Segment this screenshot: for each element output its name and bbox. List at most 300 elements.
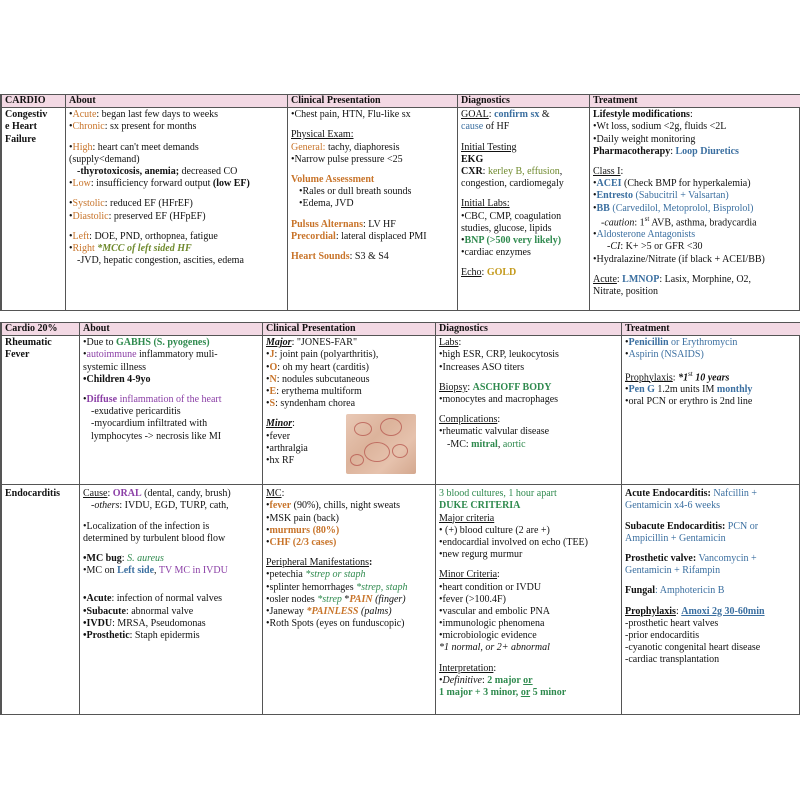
text-run: •	[266, 361, 270, 373]
text-run: •IVDU	[83, 617, 113, 629]
text-run: : oh my heart (carditis)	[277, 361, 369, 373]
text-run: -	[91, 500, 95, 512]
text-run: •Janeway	[266, 605, 307, 617]
text-run: -prosthetic heart valves	[625, 617, 719, 629]
endo-about-cell	[80, 485, 263, 715]
text-run: Gentamicin x4-6 weeks	[625, 500, 720, 512]
text-run: Major	[266, 337, 292, 349]
text-run: 1 major + 3 minor,	[439, 687, 521, 698]
text-run: •CBC, CMP, coagulation	[461, 210, 562, 222]
text-run: :	[616, 273, 623, 285]
text-run: Penicillin	[628, 337, 669, 349]
cell-line	[625, 654, 798, 666]
text-run: PAIN	[349, 593, 373, 605]
text-run: Initial Labs:	[461, 198, 510, 210]
text-run: Minor	[266, 418, 293, 430]
spacer	[593, 266, 798, 274]
text-run: General:	[291, 141, 326, 153]
text-run: Complications	[439, 414, 498, 426]
text-run: : began last few days to weeks	[96, 109, 219, 121]
spacer	[83, 513, 259, 521]
text-run: •	[69, 121, 73, 133]
text-run: •Increases ASO titers	[439, 361, 525, 373]
text-run: •	[593, 229, 597, 241]
endo-treatment-cell	[622, 485, 800, 715]
text-run: mitral	[471, 438, 498, 450]
endocarditis-label	[2, 485, 80, 715]
text-run: -CI	[607, 241, 621, 253]
text-run: PCN or	[725, 520, 759, 532]
text-run: MC	[266, 488, 282, 500]
spacer	[266, 549, 432, 557]
rf-major-criteria	[266, 337, 432, 410]
cell-line	[625, 553, 798, 565]
text-run: :	[620, 165, 624, 177]
cell-line	[439, 513, 618, 525]
cell-line	[291, 231, 454, 243]
cell-line	[439, 337, 618, 349]
text-run: monthly	[716, 384, 753, 396]
text-run: 5 minor	[530, 687, 567, 698]
cell-line	[291, 186, 454, 198]
cell-line	[291, 129, 454, 141]
text-run: •Localization of the infection is	[83, 520, 210, 532]
text-run: •	[83, 349, 87, 361]
text-run: •	[439, 674, 443, 686]
cell-line	[625, 370, 798, 385]
text-run: :	[497, 569, 500, 581]
text-run: •hx RF	[266, 454, 295, 466]
text-run: •arthralgia	[266, 442, 308, 454]
text-run: determined by turbulent blood flow	[83, 532, 226, 544]
text-run: •Roth Spots (eyes on funduscopic)	[266, 618, 405, 630]
cell-line	[83, 374, 259, 386]
text-run: Initial Testing	[461, 141, 517, 153]
cell-line	[461, 223, 586, 235]
cell-line	[461, 235, 586, 247]
cell-line	[266, 418, 346, 430]
chf-clinical-cell	[288, 108, 458, 311]
text-run: fever	[269, 500, 292, 512]
text-run: Prophylaxis	[625, 605, 676, 617]
text-run: ,	[559, 165, 563, 177]
header-treatment: Treatment	[622, 323, 800, 336]
text-run: :	[481, 267, 487, 279]
cell-line	[69, 142, 284, 154]
cell-line	[625, 396, 798, 408]
text-run: •Rales or dull breath sounds	[299, 186, 412, 198]
rheumatic-fever-label	[2, 336, 80, 485]
text-run: :	[689, 109, 693, 121]
text-run: others	[94, 500, 120, 512]
cell-line	[266, 606, 432, 618]
text-run: Left side	[117, 565, 155, 577]
text-run: (low EF)	[212, 178, 250, 190]
cell-line	[266, 557, 432, 569]
cell-line	[625, 349, 798, 361]
text-run: :	[107, 488, 113, 500]
text-run: •	[69, 198, 73, 210]
cell-line	[83, 553, 259, 565]
text-run: *	[341, 593, 350, 605]
spacer	[461, 134, 586, 142]
text-run: •cardiac enzymes	[461, 247, 531, 259]
text-run: : insufficiency forward output	[90, 178, 213, 190]
cell-line	[291, 198, 454, 210]
text-run: (Check BMP for hyperkalemia)	[621, 178, 751, 190]
text-run: (90%), chills, night sweats	[291, 500, 401, 512]
cell-line	[439, 362, 618, 374]
text-run: •MSK pain (back)	[266, 512, 339, 524]
text-run: : Amphotericin B	[655, 585, 725, 597]
text-run: -cyanotic congenital heart disease	[625, 642, 761, 654]
header-cardio: CARDIO	[2, 95, 66, 108]
cell-line	[69, 243, 284, 255]
text-run: DUKE CRITERIA	[439, 500, 521, 512]
text-run: Cause	[83, 488, 108, 500]
chf-row	[2, 108, 800, 311]
spacer	[291, 121, 454, 129]
cell-line	[625, 618, 798, 630]
cell-line	[625, 488, 798, 500]
text-run: *MCC of left sided HF	[94, 242, 192, 254]
chf-about-cell	[66, 108, 288, 311]
text-run: •high ESR, CRP, leukocytosis	[439, 349, 559, 361]
cell-line	[461, 211, 586, 223]
cell-line	[266, 431, 346, 443]
text-run: : K+ >5 or GFR <30	[620, 241, 703, 253]
text-run: CXR	[461, 165, 483, 177]
cell-line	[266, 500, 432, 512]
cell-line	[83, 630, 259, 642]
text-run: •	[83, 393, 87, 405]
cell-line	[266, 398, 432, 410]
text-run: S. aureus	[127, 552, 164, 564]
text-run: N	[269, 373, 277, 385]
text-run: : joint pain (polyarthritis),	[274, 349, 379, 361]
text-run: :	[369, 557, 373, 569]
spacer	[439, 406, 618, 414]
text-run: -cardiac transplantation	[625, 654, 720, 666]
cell-line	[625, 565, 798, 577]
text-run: *strep or staph	[305, 569, 366, 581]
cell-line	[593, 178, 798, 190]
cell-line	[593, 229, 798, 241]
cell-line	[439, 488, 618, 500]
cell-line	[439, 606, 618, 618]
text-run: :	[481, 674, 488, 686]
text-run: :	[292, 418, 295, 430]
cell-line	[593, 286, 798, 298]
rf-treatment-cell	[622, 336, 800, 485]
text-run: : LV HF	[362, 218, 396, 230]
spacer	[83, 545, 259, 553]
text-run: Systolic	[72, 198, 105, 210]
cell-line	[439, 525, 618, 537]
text-run: LMNOP	[622, 273, 660, 285]
cell-line	[69, 198, 284, 210]
cell-line	[625, 384, 798, 396]
row-label-line: Failure	[5, 133, 36, 145]
text-run: •	[69, 230, 73, 242]
cell-line	[439, 382, 618, 394]
text-run: Chronic	[72, 121, 105, 133]
text-run: BNP (>500 very likely)	[464, 234, 562, 246]
text-run: :	[488, 109, 495, 121]
text-run: Class I	[593, 165, 621, 177]
text-run: •microbiologic evidence	[439, 630, 537, 642]
text-run: Heart Sounds	[291, 250, 350, 262]
rf-minor-criteria	[266, 412, 346, 467]
text-run: •Chest pain, HTN, Flu-like sx	[291, 109, 411, 121]
text-run: Low	[72, 178, 91, 190]
cell-line	[593, 215, 798, 230]
text-run: Left	[72, 230, 90, 242]
header-about: About	[80, 323, 263, 336]
rheumatic-fever-row	[2, 336, 800, 485]
text-run: •Hydralazine/Nitrate (if black + ACEI/BB)	[593, 253, 765, 265]
text-run: confirm sx	[494, 109, 540, 121]
cell-line	[593, 121, 798, 133]
text-run: (palms)	[358, 605, 392, 617]
cell-line	[625, 521, 798, 533]
spacer	[83, 585, 259, 593]
text-run: Subacute Endocarditis:	[625, 520, 726, 532]
cell-line	[266, 455, 346, 467]
cell-line	[439, 349, 618, 361]
spacer	[291, 211, 454, 219]
cell-line	[266, 594, 432, 606]
rf-about-cell	[80, 336, 263, 485]
cell-line	[266, 362, 432, 374]
text-run: Biopsy	[439, 381, 468, 393]
text-run: •	[69, 242, 73, 254]
text-run: inflammatory muli-	[136, 349, 218, 361]
cell-line	[461, 198, 586, 210]
chf-treatment-cell	[590, 108, 800, 311]
cell-line	[266, 488, 432, 500]
text-run: Prophylaxis	[625, 371, 673, 383]
cell-line	[439, 687, 618, 699]
text-run: Fungal	[625, 585, 656, 597]
text-run: :	[121, 552, 128, 564]
spacer	[439, 561, 618, 569]
text-run: •Children 4-9yo	[83, 373, 151, 385]
text-run: -prior endocarditis	[625, 629, 700, 641]
cell-line	[461, 121, 586, 133]
cell-line	[69, 121, 284, 133]
text-run: •Wt loss, sodium <2g, fluids <2L	[593, 121, 727, 133]
cell-line	[625, 606, 798, 618]
endocarditis-row	[2, 485, 800, 715]
text-run: *strep, staph	[356, 581, 408, 593]
cell-line	[439, 426, 618, 438]
text-run: •oral PCN or erythro is 2nd line	[625, 396, 753, 408]
cell-line	[439, 675, 618, 687]
spacer	[461, 259, 586, 267]
cell-line	[266, 374, 432, 386]
text-run: ORAL	[112, 488, 142, 500]
text-run: •new regurg murmur	[439, 549, 523, 561]
text-run: (Sabucitril + Valsartan)	[633, 190, 729, 202]
text-run: Pen G	[628, 384, 655, 396]
text-run: (Carvedilol, Metoprolol, Bisprolol)	[609, 202, 754, 214]
spacer	[69, 190, 284, 198]
cell-line	[625, 533, 798, 545]
text-run: (dental, candy, brush)	[141, 488, 231, 500]
text-run: :	[493, 662, 497, 674]
cell-line	[69, 231, 284, 243]
chf-table	[0, 94, 800, 311]
cell-line	[69, 166, 284, 178]
cell-line	[266, 582, 432, 594]
cell-line	[439, 582, 618, 594]
header-diagnostics: Diagnostics	[458, 95, 590, 108]
text-run: • (+) blood culture (2 are +)	[439, 524, 550, 536]
cell-line	[439, 569, 618, 581]
spacer	[461, 190, 586, 198]
text-run: •fever	[266, 430, 291, 442]
cell-line	[439, 414, 618, 426]
cell-line	[439, 537, 618, 549]
text-run: •	[625, 337, 629, 349]
text-run: •Acute	[83, 593, 112, 605]
text-run: •	[266, 373, 270, 385]
text-run: :	[458, 337, 462, 349]
cell-line	[83, 406, 259, 418]
cell-line	[439, 618, 618, 630]
text-run: 10 years	[692, 371, 730, 383]
cell-line	[83, 565, 259, 577]
text-run: 1.2m units IM	[654, 384, 717, 396]
cell-line	[461, 166, 586, 178]
text-run: congestion, cardiomegaly	[461, 178, 564, 190]
cell-line	[439, 630, 618, 642]
erythema-rash-photo	[346, 414, 416, 474]
cell-line	[83, 337, 259, 349]
text-run: Right	[72, 242, 95, 254]
text-run: Acute	[593, 273, 617, 285]
cell-line	[266, 525, 432, 537]
text-run: : reduced EF (HFrEF)	[104, 198, 193, 210]
cell-line	[266, 569, 432, 581]
cell-line	[593, 109, 798, 121]
text-run: GOLD	[486, 267, 517, 279]
text-run: Aldosterone Antagonists	[596, 229, 696, 241]
cell-line	[69, 178, 284, 190]
text-run: TV MC in IVDU	[158, 565, 228, 577]
cell-line	[266, 386, 432, 398]
row-label-line: Rheumatic	[5, 337, 52, 349]
endo-diagnostics-cell	[436, 485, 622, 715]
row-label-line: Fever	[5, 349, 30, 361]
text-run: Labs	[439, 337, 459, 349]
text-run: Physical Exam:	[291, 129, 354, 141]
spacer	[625, 545, 798, 553]
text-run: •	[593, 190, 597, 202]
text-run: •	[69, 210, 73, 222]
text-run: : heart can't meet demands	[92, 141, 199, 153]
text-run: : MRSA, Pseudomonas	[112, 617, 206, 629]
text-run: : infection of normal valves	[111, 593, 223, 605]
text-run: studies, glucose, lipids	[461, 222, 552, 234]
text-run: or	[523, 674, 533, 686]
text-run: Ampicillin + Gentamicin	[625, 532, 726, 544]
text-run: •Daily weight monitoring	[593, 133, 696, 145]
text-run: systemic illness	[83, 361, 147, 373]
spacer	[69, 134, 284, 142]
cell-line	[593, 203, 798, 215]
text-run: : Staph epidermis	[129, 629, 200, 641]
text-run: •MC bug	[83, 552, 122, 564]
text-run: •fever (>100.4F)	[439, 593, 506, 605]
cell-line	[69, 109, 284, 121]
chf-diagnostics-cell	[458, 108, 590, 311]
header-clinical-presentation: Clinical Presentation	[288, 95, 458, 108]
text-run: J	[269, 349, 275, 361]
text-run: Acute	[72, 109, 97, 121]
text-run: •	[266, 398, 270, 410]
text-run: •	[625, 384, 629, 396]
text-run: •	[266, 349, 270, 361]
text-run: •	[593, 178, 597, 190]
text-run: •	[266, 385, 270, 397]
chf-row-label	[2, 108, 66, 311]
text-run: (finger)	[372, 593, 406, 605]
text-run: •rheumatic valvular disease	[439, 426, 550, 438]
text-run: •	[69, 141, 73, 153]
header-diagnostics: Diagnostics	[436, 323, 622, 336]
cell-line	[625, 642, 798, 654]
text-run: •endocardial involved on echo (TEE)	[439, 536, 588, 548]
text-run: inflammation of the heart	[117, 393, 222, 405]
header-about: About	[66, 95, 288, 108]
spacer	[291, 166, 454, 174]
text-run: : nodules subcutaneous	[276, 373, 370, 385]
text-run: S	[269, 398, 276, 410]
text-run: Echo	[461, 267, 482, 279]
text-run: -exudative pericarditis	[91, 406, 181, 418]
cell-line	[439, 642, 618, 654]
text-run: •	[625, 349, 629, 361]
text-run: -caution	[601, 217, 635, 229]
cell-line	[69, 211, 284, 223]
text-run: :	[670, 145, 676, 157]
text-run: Loop Diuretics	[675, 145, 739, 157]
text-run: BB	[596, 202, 610, 214]
text-run: : erythema multiform	[276, 385, 362, 397]
text-run: Interpretation	[439, 662, 494, 674]
text-run: -myocardium infiltrated with	[91, 418, 208, 430]
cell-line	[266, 513, 432, 525]
text-run: •	[266, 536, 270, 548]
text-run: ASCHOFF BODY	[472, 381, 552, 393]
text-run: : abnormal valve	[125, 605, 194, 617]
text-run: : preserved EF (HFpEF)	[108, 210, 206, 222]
text-run: •osler nodes	[266, 593, 318, 605]
cell-line	[593, 254, 798, 266]
text-run: :	[467, 381, 473, 393]
cell-line	[593, 190, 798, 202]
text-run: •Narrow pulse pressure <25	[291, 153, 403, 165]
text-run: Peripheral Manifestations	[266, 557, 370, 569]
text-run: : DOE, PND, orthopnea, fatigue	[89, 230, 218, 242]
text-run: CHF (2/3 cases)	[269, 536, 337, 548]
text-run: •monocytes and macrophages	[439, 393, 559, 405]
text-run: kerley B, effusion	[487, 165, 560, 177]
text-run: *strep	[317, 593, 342, 605]
text-run: -JVD, hepatic congestion, ascities, edema	[77, 255, 244, 267]
